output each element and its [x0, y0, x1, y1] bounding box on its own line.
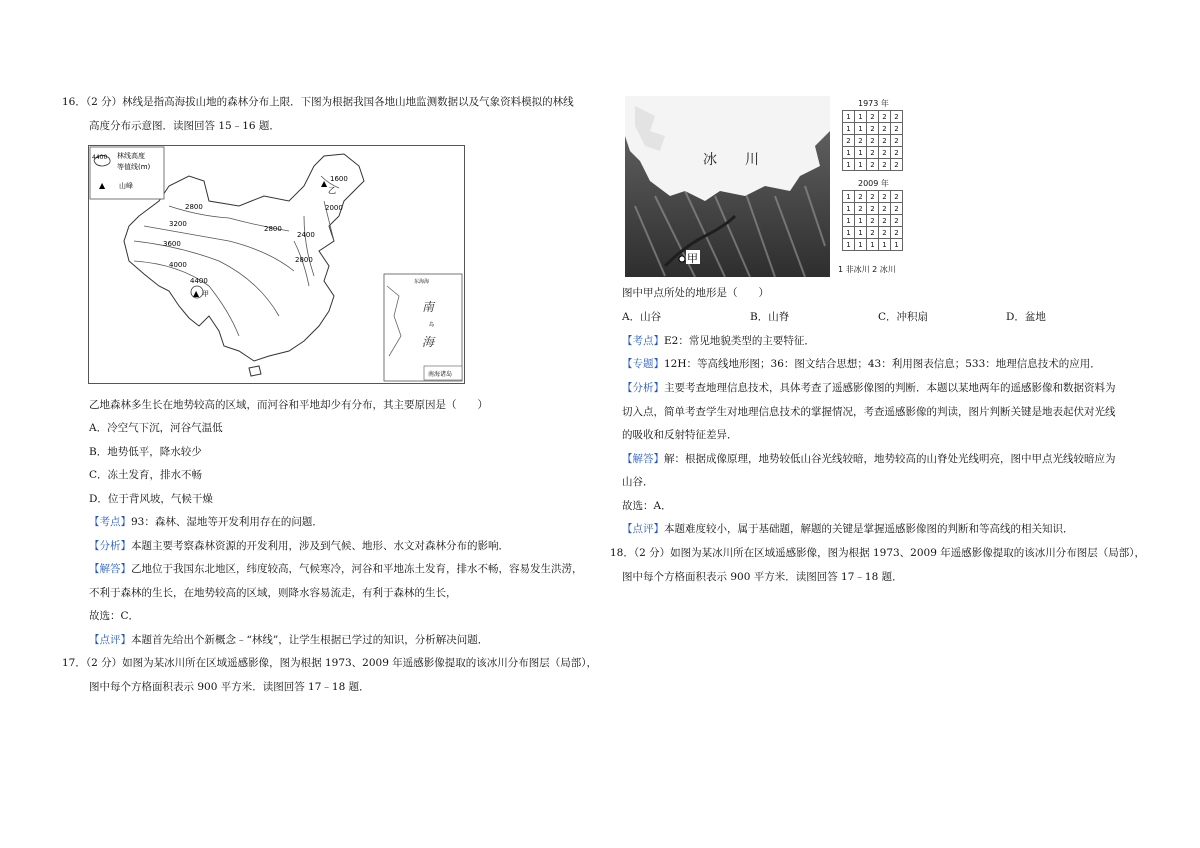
zhuanti-text: 12H：等高线地形图；36：图文结合思想；43：利用图表信息；533：地理信息技术的应用．	[664, 358, 1101, 370]
grid-cell: 2	[879, 215, 891, 227]
contour-label-4000: 4000	[169, 261, 187, 269]
grid-cell: 2	[879, 203, 891, 215]
kaodian-text: 93：森林、湿地等开发利用存在的问题．	[131, 516, 323, 528]
grid-cell: 2	[891, 191, 903, 203]
grid-cell: 2	[867, 159, 879, 171]
q17-fenxi	[622, 376, 1116, 400]
grid-cell: 1	[855, 227, 867, 239]
q16-dianping	[72, 628, 488, 652]
grid-cell: 2	[879, 191, 891, 203]
q17-options	[622, 305, 1134, 329]
grid-cell: 1	[855, 111, 867, 123]
grid-cell: 1	[855, 239, 867, 251]
q16-jieda	[72, 557, 583, 581]
grid-cell: 1	[843, 215, 855, 227]
glacier-label-1: 冰	[703, 152, 717, 168]
contour-label-2800-a: 2800	[185, 203, 203, 211]
q17-option-a: A．山谷	[622, 311, 662, 323]
jieda-text-1: 解：根据成像原理，地势较低山谷光线较暗，地势较高的山脊处光线明亮，图中甲点光线较暗应为	[664, 453, 1116, 465]
inset-caption: 南海诸岛	[428, 371, 453, 378]
jieda-text-1: 乙地位于我国东北地区，纬度较高，气候寒冷，河谷和平地冻土发育，排水不畅，容易发生洪涝，	[131, 563, 583, 575]
grid-1973-title: 1973 年	[858, 99, 889, 108]
inset-sea-label-1: 南	[422, 300, 435, 314]
grid-cell: 2	[855, 203, 867, 215]
grid-row	[843, 203, 903, 215]
contour-2400	[304, 216, 314, 276]
fenxi-tag: 【分析】	[622, 382, 664, 394]
glacier-label-2: 川	[745, 152, 759, 168]
q17-fenxi-line2: 切入点，简单考查学生对地理信息技术的掌握情况，考查遥感影像的判读，图片判断关键是地表起伏对光线	[622, 406, 1116, 418]
glacier-satellite-image	[625, 96, 830, 277]
q17-dianping	[622, 517, 1074, 541]
legend-sample-value: 4400	[92, 154, 108, 161]
grid-2009	[842, 190, 903, 251]
grid-cell: 1	[843, 239, 855, 251]
contour-label-2000: 2000	[325, 204, 343, 212]
grid-row	[843, 147, 903, 159]
treeline-map	[88, 145, 465, 384]
q16-fenxi	[72, 534, 509, 558]
point-jia-marker	[679, 256, 685, 262]
grid-cell: 2	[867, 123, 879, 135]
q18-stem-line1: 18．（2 分）如图为某冰川所在区域遥感影像，图为根据 1973、2009 年遥感影像提取的该冰川分布图层（局部），	[610, 547, 1145, 559]
grid-cell: 1	[891, 239, 903, 251]
grid-cell: 1	[843, 203, 855, 215]
point-jia-label: 甲	[687, 252, 698, 265]
grid-cell: 2	[867, 147, 879, 159]
grid-cell: 1	[843, 147, 855, 159]
q17-answer: 故选：A．	[622, 500, 672, 512]
contour-label-2800-c: 2800	[295, 256, 313, 264]
q17-question: 图中甲点所处的地形是（ ）	[622, 287, 769, 299]
kaodian-tag: 【考点】	[89, 516, 131, 528]
jieda-tag: 【解答】	[89, 563, 131, 575]
dianping-text: 本题首先给出个新概念﹣“林线”，让学生根据已学过的知识，分析解决问题．	[131, 634, 489, 646]
grid-cell: 1	[843, 191, 855, 203]
grid-cell: 1	[879, 239, 891, 251]
grid-cell: 2	[867, 135, 879, 147]
contour-4000	[134, 261, 239, 336]
q17-fenxi-line3: 的吸收和反射特征差异．	[622, 429, 738, 441]
inset-sea-label-2: 海	[422, 335, 435, 349]
grid-cell: 2	[867, 227, 879, 239]
q17-zhuanti	[622, 352, 1101, 376]
grid-cell: 1	[843, 227, 855, 239]
peak-icon-jia: ▲	[193, 289, 200, 298]
grid-cell: 2	[891, 123, 903, 135]
grid-cell: 1	[843, 123, 855, 135]
hainan-island	[249, 366, 261, 376]
grid-row	[843, 191, 903, 203]
legend-line-label-1: 林线高度	[117, 152, 145, 160]
grid-cell: 1	[843, 159, 855, 171]
q17-jieda	[622, 447, 1116, 471]
grid-cell: 2	[879, 111, 891, 123]
q16-stem-line1: 16．（2 分）林线是指高海拔山地的森林分布上限．下图为根据我国各地山地监测数据以及气象资料模拟的林线	[62, 96, 574, 108]
grid-cell: 2	[879, 135, 891, 147]
grid-cell: 2	[891, 111, 903, 123]
contour-label-2800-b: 2800	[264, 225, 282, 233]
q17-option-d: D．盆地	[1006, 311, 1046, 323]
q17-kaodian	[622, 329, 815, 353]
china-map-svg	[89, 146, 464, 383]
q17-option-b: B．山脊	[750, 311, 790, 323]
q17-stem-line2: 图中每个方格面积表示 900 平方米．读图回答 17﹣18 题．	[89, 681, 370, 693]
dianping-tag: 【点评】	[89, 634, 131, 646]
grid-row	[843, 239, 903, 251]
q18-stem-line2: 图中每个方格面积表示 900 平方米．读图回答 17﹣18 题．	[622, 571, 903, 583]
grid-1973	[842, 110, 903, 171]
grid-cell: 1	[855, 147, 867, 159]
grid-cell: 2	[879, 159, 891, 171]
point-label-yi: 乙	[328, 186, 336, 195]
inset-top-label: 东海海	[414, 279, 430, 285]
grid-cell: 2	[891, 147, 903, 159]
grid-row	[843, 159, 903, 171]
contour-label-1600: 1600	[330, 175, 348, 183]
grid-cell: 2	[879, 123, 891, 135]
grid-cell: 2	[879, 227, 891, 239]
grid-cell: 2	[867, 215, 879, 227]
fenxi-text: 本题主要考察森林资源的开发利用，涉及到气候、地形、水文对森林分布的影响．	[131, 540, 509, 552]
q16-stem-line2: 高度分布示意图．读图回答 15﹣16 题．	[89, 120, 280, 132]
grid-cell: 2	[843, 135, 855, 147]
grid-cell: 2	[891, 215, 903, 227]
q16-option-c: C．冻土发育，排水不畅	[89, 469, 203, 481]
contour-label-3200: 3200	[169, 220, 187, 228]
grid-cell: 2	[891, 227, 903, 239]
dianping-text: 本题难度较小，属于基础题，解题的关键是掌握遥感影像图的判断和等高线的相关知识．	[664, 523, 1074, 535]
grid-row	[843, 227, 903, 239]
legend-line-label-2: 等值线(m)	[117, 163, 151, 171]
q16-option-d: D．位于背风坡，气候干燥	[89, 493, 213, 505]
grid-cell: 2	[879, 147, 891, 159]
q16-jieda-line2: 不利于森林的生长，在地势较高的区域，则降水容易流走，有利于森林的生长，	[89, 587, 457, 599]
contour-label-4400: 4400	[190, 277, 208, 285]
legend-peak-label: 山峰	[119, 182, 133, 190]
grid-legend: 1 非冰川 2 冰川	[838, 265, 896, 274]
contour-label-3600: 3600	[163, 240, 181, 248]
grid-cell: 2	[891, 203, 903, 215]
inset-box	[384, 274, 462, 381]
q16-kaodian	[72, 510, 323, 534]
grid-cell: 1	[855, 215, 867, 227]
q16-option-a: A．冷空气下沉，河谷气温低	[89, 422, 223, 434]
q17-option-c: C．冲积扇	[878, 311, 929, 323]
q17-stem-line1: 17．（2 分）如图为某冰川所在区域遥感影像，图为根据 1973、2009 年遥感影像提取的该冰川分布图层（局部），	[62, 657, 597, 669]
q16-answer: 故选：C．	[89, 610, 140, 622]
grid-row	[843, 123, 903, 135]
kaodian-tag: 【考点】	[622, 335, 664, 347]
grid-cell: 1	[867, 239, 879, 251]
point-label-jia: 甲	[202, 290, 209, 298]
q16-question: 乙地森林多生长在地势较高的区域，而河谷和平地却少有分布，其主要原因是（ ）	[89, 399, 488, 411]
grid-row	[843, 111, 903, 123]
grid-cell: 2	[891, 159, 903, 171]
grid-cell: 2	[867, 111, 879, 123]
contour-label-2400: 2400	[297, 231, 315, 239]
q17-jieda-line2: 山谷．	[622, 476, 654, 488]
grid-cell: 2	[855, 135, 867, 147]
fenxi-text-1: 主要考查地理信息技术，具体考查了遥感影像图的判断．本题以某地两年的遥感影像和数据资料为	[664, 382, 1116, 394]
peak-icon-yi: ▲	[321, 179, 328, 188]
grid-cell: 2	[891, 135, 903, 147]
grid-cell: 1	[855, 159, 867, 171]
satellite-svg	[625, 96, 830, 277]
zhuanti-tag: 【专题】	[622, 358, 664, 370]
glacier-grid-layers	[838, 98, 926, 276]
grid-row	[843, 215, 903, 227]
kaodian-text: E2：常见地貌类型的主要特征．	[664, 335, 815, 347]
grid-cell: 2	[867, 191, 879, 203]
grid-row	[843, 135, 903, 147]
grid-cell: 2	[867, 203, 879, 215]
inset-small-label: 岛	[429, 322, 435, 328]
dianping-tag: 【点评】	[622, 523, 664, 535]
grid-cell: 2	[855, 191, 867, 203]
grid-cell: 1	[855, 123, 867, 135]
fenxi-tag: 【分析】	[89, 540, 131, 552]
q16-option-b: B．地势低平，降水较少	[89, 446, 202, 458]
jieda-tag: 【解答】	[622, 453, 664, 465]
grid-cell: 1	[843, 111, 855, 123]
grid-2009-title: 2009 年	[858, 179, 889, 188]
legend-peak-icon: ▲	[99, 181, 106, 190]
